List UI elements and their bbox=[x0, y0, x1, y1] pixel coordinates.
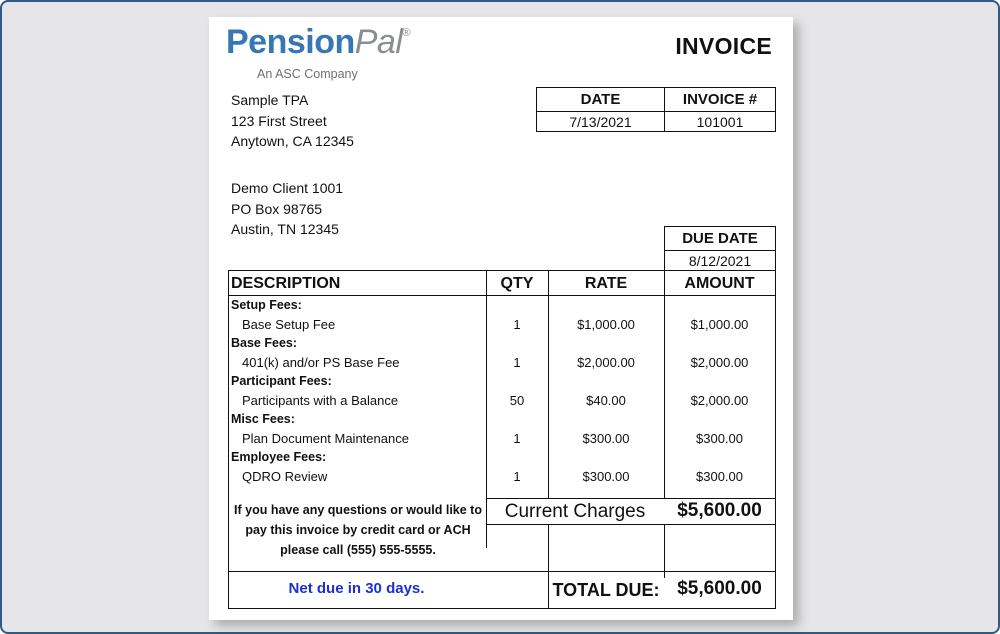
invoice-number: 101001 bbox=[665, 112, 776, 132]
item-rate: $300.00 bbox=[582, 469, 630, 484]
fee-category: Base Fees: bbox=[231, 336, 298, 350]
logo-brand-bold: Pension bbox=[226, 23, 355, 61]
payment-contact-note bbox=[229, 500, 487, 560]
fee-category: Setup Fees: bbox=[231, 298, 302, 312]
due-date-label: DUE DATE bbox=[665, 227, 776, 251]
line-items-table bbox=[228, 270, 776, 609]
fee-category: Misc Fees: bbox=[231, 412, 295, 426]
item-rate: $40.00 bbox=[586, 393, 626, 408]
sender-line-1: Sample TPA bbox=[231, 92, 309, 108]
item-qty: 1 bbox=[513, 431, 521, 446]
item-qty: 1 bbox=[513, 317, 521, 332]
divider bbox=[486, 498, 775, 499]
fee-category: Participant Fees: bbox=[231, 374, 332, 388]
header-description: DESCRIPTION bbox=[231, 275, 341, 292]
due-date-table bbox=[664, 226, 776, 271]
invoice-number-label: INVOICE # bbox=[665, 88, 776, 112]
divider bbox=[548, 271, 549, 498]
note-line-2: pay this invoice by credit card or ACH bbox=[245, 523, 471, 537]
registered-mark: ® bbox=[402, 27, 410, 39]
item-amount: $300.00 bbox=[696, 469, 743, 484]
header-rate: RATE bbox=[584, 275, 628, 292]
item-description: 401(k) and/or PS Base Fee bbox=[242, 355, 400, 370]
due-date-value: 8/12/2021 bbox=[665, 251, 776, 271]
invoice-page bbox=[209, 17, 793, 620]
item-description: Plan Document Maintenance bbox=[242, 431, 409, 446]
divider bbox=[486, 524, 775, 525]
logo-tagline: An ASC Company bbox=[257, 67, 358, 81]
invoice-date: 7/13/2021 bbox=[537, 112, 665, 132]
divider bbox=[229, 571, 775, 572]
divider bbox=[664, 524, 665, 578]
note-line-1: If you have any questions or would like to bbox=[234, 503, 482, 517]
current-charges-value: $5,600.00 bbox=[677, 500, 762, 521]
item-rate: $2,000.00 bbox=[577, 355, 635, 370]
item-description: Participants with a Balance bbox=[242, 393, 399, 408]
header-amount: AMOUNT bbox=[684, 275, 755, 292]
item-description: QDRO Review bbox=[242, 469, 328, 484]
date-label: DATE bbox=[537, 88, 665, 112]
recipient-line-2: PO Box 98765 bbox=[231, 200, 323, 217]
item-description: Base Setup Fee bbox=[242, 317, 336, 332]
sender-address bbox=[231, 90, 354, 152]
item-qty: 1 bbox=[513, 355, 521, 370]
recipient-line-1: Demo Client 1001 bbox=[231, 180, 344, 196]
sender-line-2: 123 First Street bbox=[231, 112, 327, 129]
current-charges-label: Current Charges bbox=[504, 501, 646, 522]
item-amount: $2,000.00 bbox=[690, 355, 749, 370]
total-due-value: $5,600.00 bbox=[677, 578, 762, 599]
sender-line-3: Anytown, CA 12345 bbox=[231, 133, 354, 149]
recipient-address bbox=[231, 178, 343, 240]
logo-wordmark bbox=[226, 23, 410, 62]
payment-terms: Net due in 30 days. bbox=[288, 580, 425, 597]
pensionpal-logo bbox=[226, 23, 426, 83]
note-line-3: please call (555) 555-5555. bbox=[280, 543, 436, 557]
item-amount: $300.00 bbox=[696, 431, 743, 446]
divider bbox=[664, 271, 665, 498]
logo-brand-light: Pal bbox=[354, 23, 403, 61]
total-due-label: TOTAL DUE: bbox=[552, 580, 660, 600]
item-qty: 50 bbox=[509, 393, 525, 408]
recipient-line-3: Austin, TN 12345 bbox=[231, 221, 339, 237]
item-qty: 1 bbox=[513, 469, 521, 484]
item-rate: $1,000.00 bbox=[577, 317, 635, 332]
fee-category: Employee Fees: bbox=[231, 450, 327, 464]
document-title: INVOICE bbox=[675, 33, 772, 59]
item-rate: $300.00 bbox=[582, 431, 630, 446]
invoice-info-table bbox=[536, 87, 776, 132]
item-amount: $2,000.00 bbox=[690, 393, 749, 408]
header-qty: QTY bbox=[500, 275, 534, 292]
item-amount: $1,000.00 bbox=[690, 317, 749, 332]
